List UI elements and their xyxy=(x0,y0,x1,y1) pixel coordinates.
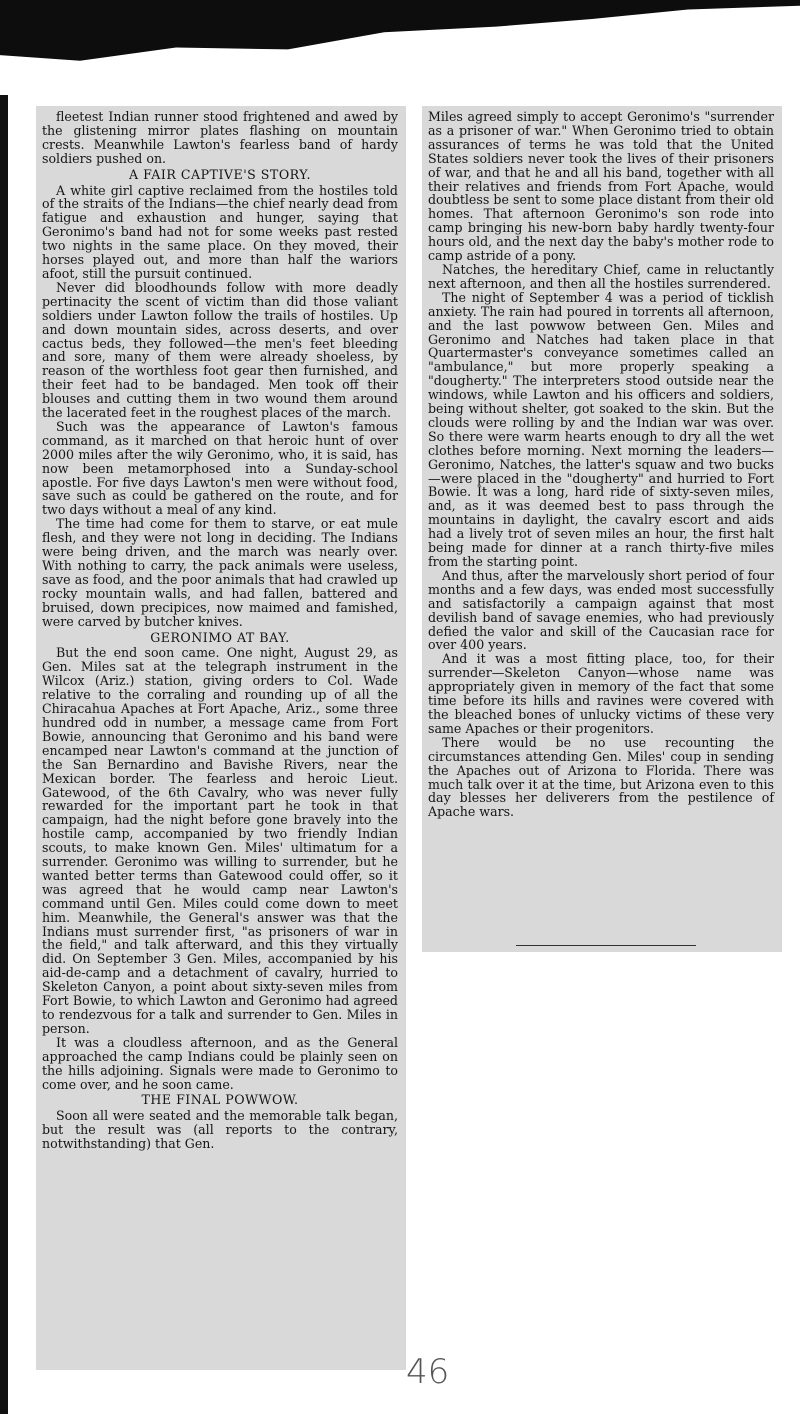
paragraph: fleetest Indian runner stood frightened and awed by the glistening mirror plates flashing on mountain crests. Meanwhile Lawton's fearless band of hardy soldiers pushed on. xyxy=(42,109,398,166)
paragraph: Never did bloodhounds follow with more deadly pertinacity the scent of victim than did those valiant soldiers under Lawton follow the trails of hostiles. Up and down mountain sides, across deserts, and over cactus beds, they followed—the men's feet bleeding and sore, many of them were already shoeless, by reason of the worthless foot gear then furnished, and their feet had to be bandaged. Men took off their blouses and cutting them in two wound them around the lacerated feet in the roughest places of the march. xyxy=(42,279,398,421)
paragraph: And thus, after the marvelously short period of four months and a few days, was ended most successfully and satisfactorily a campaign against that most devilish band of savage enemies, who had previously defied the valor and skill of the Caucasian race for over 400 years. xyxy=(428,567,774,653)
section-heading-final-powwow: THE FINAL POWWOW. xyxy=(141,1092,299,1108)
section-heading-fair-captive: A FAIR CAPTIVE'S STORY. xyxy=(129,166,311,182)
article-column-right xyxy=(422,106,782,952)
paragraph: There would be no use recounting the circumstances attending Gen. Miles' coup in sending the Apaches out of Arizona to Florida. There was much talk over it at the time, but Arizona even to this day blesses her deliverers from the pestilence of Apache wars. xyxy=(428,734,774,820)
paragraph: Miles agreed simply to accept Geronimo's "surrender as a prisoner of war." When Geronimo tried to obtain assurances of terms he was told that the United States soldiers never took the lives of their prisoners of war, and that he and all his band, together with all their relatives and friends from Fort Apache, would doubtless be sent to some place distant from their old homes. That afternoon Geronimo's son rode into camp bringing his new-born baby hardly twenty-four hours old, and the next day the baby's mother rode to camp astride of a pony. xyxy=(428,109,774,264)
section-heading-geronimo-at-bay: GERONIMO AT BAY. xyxy=(150,629,290,645)
paragraph: Soon all were seated and the memorable talk began, but the result was (all reports to the contrary, notwithstanding) that Gen. xyxy=(42,1108,398,1152)
end-rule xyxy=(516,945,696,946)
handwritten-page-number: 46 xyxy=(406,1352,450,1392)
page-margin-shadow xyxy=(0,95,8,1414)
paragraph: It was a cloudless afternoon, and as the General approached the camp Indians could be plainly seen on the hills adjoining. Signals were made to Geronimo to come over, and he soon came. xyxy=(42,1034,398,1092)
paragraph: The time had come for them to starve, or eat mule flesh, and they were not long in deciding. The Indians were being driven, and the march was nearly over. With nothing to carry, the pack animals were useless, save as food, and the poor animals that had crawled up rocky mountain walls, and had fallen, battered and bruised, down precipices, now maimed and famished, were carved by butcher knives. xyxy=(42,516,398,629)
paragraph: And it was a most fitting place, too, for their surrender—Skeleton Canyon—whose name was appropriately given in memory of the fact that some time before its hills and ravines were covered with the bleached bones of unlucky victims of these very same Apaches or their progenitors. xyxy=(428,651,774,736)
paragraph: Natches, the hereditary Chief, came in reluctantly next afternoon, and then all the hostiles surrendered. xyxy=(428,261,774,291)
paragraph: The night of September 4 was a period of ticklish anxiety. The rain had poured in torrents all afternoon, and the last powwow between Gen. Miles and Geronimo and Natches had taken place in that Quartermaster's conveyance sometimes called an "ambulance," but more properly speaking a "dougherty." The interpreters stood outside near the windows, while Lawton and his officers and soldiers, being without shelter, got soaked to the skin. But the clouds were rolling by and the Indian war was over. So there were warm hearts enough to dry all the wet clothes before morning. Next morning the leaders—Geronimo, Natches, the latter's squaw and two bucks—were placed in the "dougherty" and hurried to Fort Bowie. It was a long, hard ride of sixty-seven miles, and, as it was deemed best to pass through the mountains in daylight, the cavalry escort and aids had a lively trot of seven miles an hour, the first halt being made for dinner at a ranch thirty-five miles from the starting point. xyxy=(428,289,774,569)
paragraph: But the end soon came. One night, August 29, as Gen. Miles sat at the telegraph instrument in the Wilcox (Ariz.) station, giving orders to Col. Wade relative to the corraling and rounding up of all the Chiracahua Apaches at Fort Apache, Ariz., some three hundred odd in number, a message came from Fort Bowie, announcing that Geronimo and his band were encamped near Lawton's command at the junction of the San Bernardino and Bavishe Rivers, near the Mexican border. The fearless and heroic Lieut. Gatewood, of the 6th Cavalry, who was never fully rewarded for the important part he took in that campaign, had the night before gone bravely into the hostile camp, accompanied by two friendly Indian scouts, to make known Gen. Miles' ultimatum for a surrender. Geronimo was willing to surrender, but he wanted better terms than Gatewood could offer, so it was agreed that he would camp near Lawton's command until Gen. Miles could come down to meet him. Meanwhile, the General's answer was that the Indians must surrender first, "as prisoners of war in the field," and talk afterward, and this they virtually did. On September 3 Gen. Miles, accompanied by his aid-de-camp and a detachment of cavalry, hurried to Skeleton Canyon, a point about sixty-seven miles from Fort Bowie, to which Lawton and Geronimo had agreed to rendezvous for a talk and surrender to Gen. Miles in person. xyxy=(42,645,398,1036)
torn-page-edge xyxy=(0,0,800,95)
paragraph: Such was the appearance of Lawton's famous command, as it marched on that heroic hunt of over 2000 miles after the wily Geronimo, who, it is said, has now been metamorphosed into a Sunday-school apostle. For five days Lawton's men were without food, save such as could be gathered on the route, and for two days without a meal of any kind. xyxy=(42,418,398,518)
paragraph: A white girl captive reclaimed from the hostiles told of the straits of the Indians—the chief nearly dead from fatigue and exhaustion and hunger, saying that Geronimo's band had not for some weeks past rested two nights in the same place. On they moved, their horses played out, and more than half the wariors afoot, still the pursuit continued. xyxy=(42,182,398,281)
article-column-left xyxy=(36,106,406,1370)
